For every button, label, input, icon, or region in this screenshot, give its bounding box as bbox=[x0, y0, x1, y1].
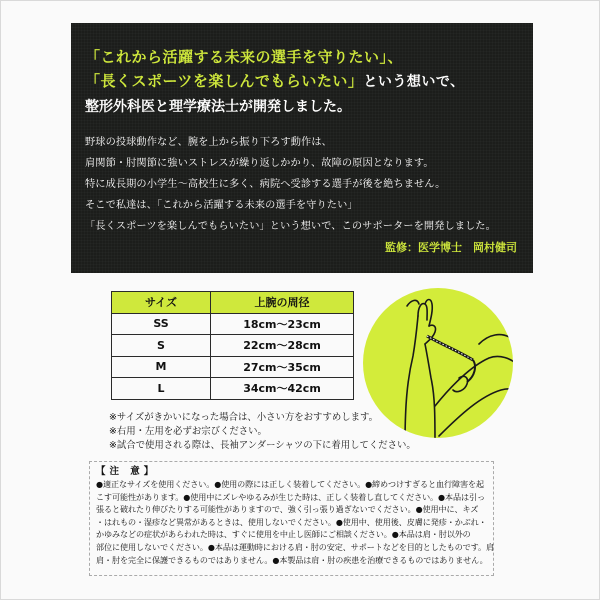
caution-line: かゆみなどの症状があらわれた時は、すぐに使用を中止し医師にご相談ください。●本品は肩・肘以外の bbox=[96, 529, 471, 540]
size-table-header-row bbox=[112, 292, 354, 314]
size-table bbox=[111, 291, 354, 400]
table-row bbox=[112, 378, 354, 400]
caution-box bbox=[89, 461, 494, 576]
caution-line: 張ると破れたり伸びたりする可能性がありますので、強く引っ張り過ぎないでください。●使用中に、キズ bbox=[96, 504, 479, 515]
supervisor-signature: 監修：医学博士 岡村健司 bbox=[385, 241, 517, 254]
intro-panel bbox=[71, 23, 533, 273]
developed-by: 整形外科医と理学療法士が開発しました。 bbox=[85, 99, 351, 115]
caution-title: 【注 意】 bbox=[96, 466, 158, 477]
description-line: そこで私達は、「これから活躍する未来の選手を守りたい」 bbox=[85, 200, 358, 211]
circumference-column-header: 上腕の周径 bbox=[211, 292, 354, 314]
range-cell: 27cm〜35cm bbox=[211, 356, 354, 378]
headline-line-2-quote: 「長くスポーツを楽しんでもらいたい」 bbox=[85, 72, 364, 90]
range-cell: 22cm〜28cm bbox=[211, 335, 354, 357]
headline-line-2-suffix: という想いで、 bbox=[363, 74, 465, 90]
description-line: 肩関節・肘関節に強いストレスが繰り返しかかり、故障の原因となります。 bbox=[85, 158, 434, 169]
caution-line: ●適正なサイズを使用ください。●使用の際には正しく装着してください。●締めつけすぎると血行障害を起 bbox=[96, 479, 484, 489]
table-row bbox=[112, 356, 354, 378]
headline-line-2 bbox=[85, 69, 519, 94]
description-line: 「長くスポーツを楽しんでもらいたい」という想いで、このサポーターを開発しました。 bbox=[85, 221, 496, 232]
size-cell: M bbox=[112, 356, 211, 378]
headline-line-1: 「これから活躍する未来の選手を守りたい」、 bbox=[85, 48, 404, 66]
range-cell: 18cm〜23cm bbox=[211, 313, 354, 335]
note-line: ※サイズがきかいになった場合は、小さい方をおすすめします。 bbox=[109, 412, 378, 423]
range-cell: 34cm〜42cm bbox=[211, 378, 354, 400]
size-cell: S bbox=[112, 335, 211, 357]
description-line: 野球の投球動作など、腕を上から振り下ろす動作は、 bbox=[85, 137, 332, 148]
caution-line: ・はれもの・湿疹など異常があるときは、使用しないでください。●使用中、使用後、皮膚に発疹・かぶれ・ bbox=[96, 516, 487, 527]
caution-line: こす可能性があります。●使用中にズレやゆるみが生じた時は、正しく装着し直してください。●本品は引っ bbox=[96, 491, 485, 502]
description-line: 特に成長期の小学生〜高校生に多く、病院へ受診する選手が後を絶ちません。 bbox=[85, 179, 446, 190]
caution-line: 部位に使用しないでください。●本品は運動時における肩・肘の安定、サポートなどを目的としたものです。肩 bbox=[96, 541, 495, 552]
note-line: ※試合で使用される際は、長袖アンダーシャツの下に着用してください。 bbox=[109, 440, 416, 451]
size-cell: L bbox=[112, 378, 211, 400]
description bbox=[85, 132, 519, 237]
table-row bbox=[112, 335, 354, 357]
caution-line: 肩・肘を完全に保護できるものではありません。●本製品は肩・肘の疾患を治療できるものではありません。 bbox=[96, 554, 488, 565]
note-line: ※右用・左用を必ずお宗びください。 bbox=[109, 426, 267, 437]
notes bbox=[109, 411, 416, 453]
size-column-header: サイズ bbox=[112, 292, 211, 314]
size-cell: SS bbox=[112, 313, 211, 335]
table-row bbox=[112, 313, 354, 335]
